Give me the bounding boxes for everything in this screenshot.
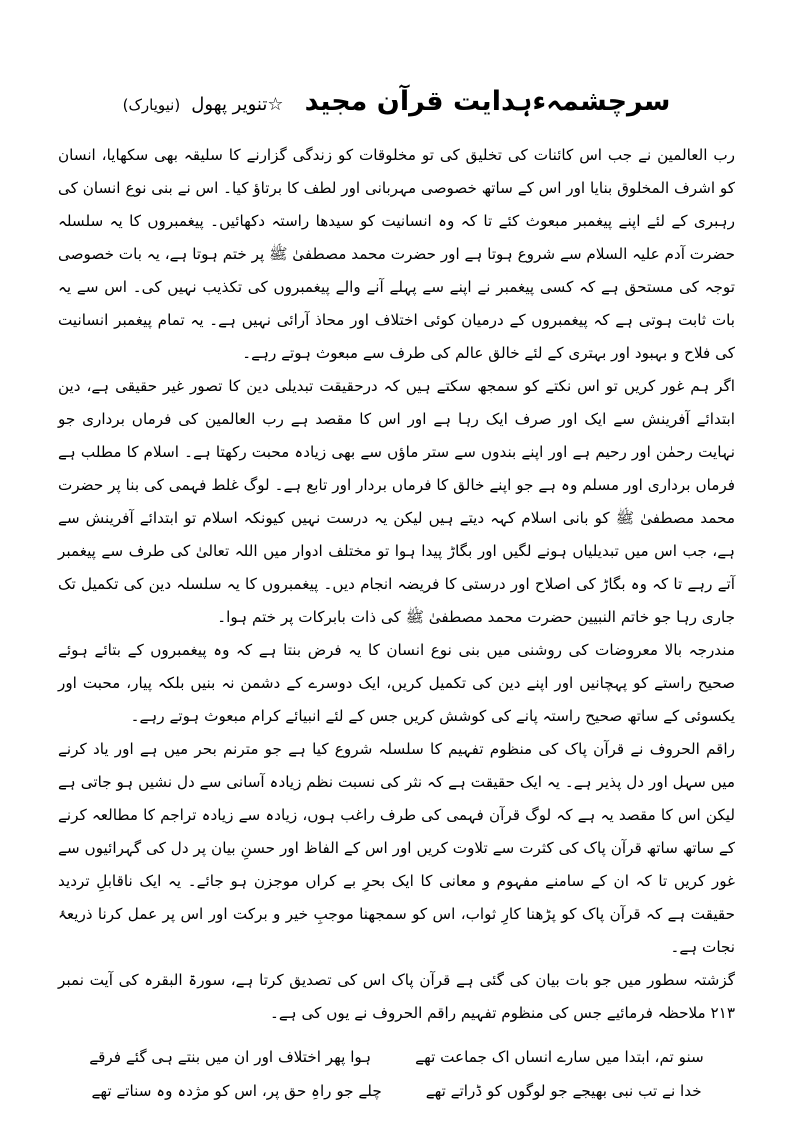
verse-first-hemistich: خدا نے تب نبی بھیجے جو لوگوں کو ڈراتے تھے xyxy=(425,1082,702,1100)
paragraph: راقم الحروف نے قرآن پاک کی منظوم تفہیم کا سلسلہ شروع کیا ہے جو مترنم بحر میں ہے اور یاد کرنے میں سہل اور دل پذیر ہے۔ یہ ایک حقیقت ہے کہ نثر کی نسبت نظم زیادہ آسانی سے دل نشیں ہو جاتی ہے لیکن اس کا مقصد یہ ہے کہ لوگ قرآن فہمی کی طرف راغب ہوں، زیادہ سے زیادہ تراجم کا مطالعہ کرنے کے ساتھ ساتھ قرآن پاک کی کثرت سے تلاوت کریں اور اس کے الفاظ اور حسنِ بیان پر دل کی گہرائیوں سے غور کریں تا کہ ان کے سامنے مفہوم و معانی کا ایک بحرِ بے کراں موجزن ہو جائے۔ یہ ایک ناقابلِ تردید حقیقت ہے کہ قرآن پاک کو پڑھنا کارِ ثواب، اس کو سمجھنا موجبِ خیر و برکت اور اس پر عمل کرنا ذریعۂ نجات ہے۔ xyxy=(58,740,735,956)
poem-verse xyxy=(58,1040,735,1074)
paragraph: اگر ہم غور کریں تو اس نکتے کو سمجھ سکتے ہیں کہ درحقیقت تبدیلی دین کا تصور غیر حقیقی ہے، دین ابتدائے آفرینش سے ایک اور صرف ایک رہا ہے اور اس کا مقصد ہے رب العالمین کی فرماں برداری جو نہایت رحمٰن اور رحیم ہے اور اپنے بندوں سے ستر ماؤں سے بھی زیادہ محبت رکھتا ہے۔ اسلام کا مطلب ہے فرماں برداری اور مسلم وہ ہے جو اپنے خالق کا فرماں بردار اور تابع ہے۔ لوگ غلط فہمی کی بنا پر حضرت محمد مصطفیٰ ﷺ کو بانی اسلام کہہ دیتے ہیں لیکن یہ درست نہیں کیونکہ اسلام تو ابتدائے آفرینش سے ہے، جب اس میں تبدیلیاں ہونے لگیں اور بگاڑ پیدا ہوا تو مختلف ادوار میں اللہ تعالیٰ کی طرف سے پیغمبر آتے رہے تا کہ وہ بگاڑ کی اصلاح اور درستی کا فریضہ انجام دیں۔ پیغمبروں کا یہ سلسلہ دین کی تکمیل تک جاری رہا جو خاتم النبیین حضرت محمد مصطفیٰ ﷺ کی ذات بابرکات پر ختم ہوا۔ xyxy=(58,377,735,626)
title-main: سرچشمہءہدایت قرآن مجید xyxy=(304,86,671,117)
author-city: (نیویارک) xyxy=(122,96,181,114)
verse-second-hemistich: چلے جو راہِ حق پر، اس کو مژدہ وہ سناتے تھے xyxy=(91,1082,382,1100)
paragraph: گزشتہ سطور میں جو بات بیان کی گئی ہے قرآن پاک اس کی تصدیق کرتا ہے، سورۃ البقرہ کی آیت نمبر ۲۱۳ ملاحظہ فرمائیے جس کی منظوم تفہیم راقم الحروف نے یوں کی ہے۔ xyxy=(58,971,735,1022)
paragraph: مندرجہ بالا معروضات کی روشنی میں بنی نوع انسان کا یہ فرض بنتا ہے کہ وہ پیغمبروں کے بتائے ہوئے صحیح راستے کو پہچانیں اور اپنے دین کی تکمیل کریں، ایک دوسرے کے دشمن نہ بنیں بلکہ پیار، محبت اور یکسوئی کے ساتھ صحیح راستہ پانے کی کوشش کریں جس کے لئے انبیائے کرام مبعوث ہوتے رہے۔ xyxy=(58,641,735,725)
verse-first-hemistich: سنو تم، ابتدا میں سارے انساں اک جماعت تھے xyxy=(415,1048,704,1066)
article-title xyxy=(58,86,735,117)
author-name: ☆تنویر پھول xyxy=(191,94,284,115)
poem xyxy=(58,1040,735,1108)
verse-second-hemistich: ہوا پھر اختلاف اور ان میں بنتے ہی گئے فرقے xyxy=(89,1048,372,1066)
poem-verse xyxy=(58,1074,735,1108)
paragraph: رب العالمین نے جب اس کائنات کی تخلیق کی تو مخلوقات کو زندگی گزارنے کا سلیقہ بھی سکھایا، انسان کو اشرف المخلوق بنایا اور اس کے ساتھ خصوصی مہربانی اور لطف کا برتاؤ کیا۔ اس نے بنی نوع انسان کی رہبری کے لئے اپنے پیغمبر مبعوث کئے تا کہ وہ انسانیت کو سیدھا راستہ دکھائیں۔ پیغمبروں کا یہ سلسلہ حضرت آدم علیہ السلام سے شروع ہوتا ہے اور حضرت محمد مصطفیٰ ﷺ پر ختم ہوتا ہے، یہ بات خصوصی توجہ کی مستحق ہے کہ کسی پیغمبر نے اپنے سے پہلے آنے والے پیغمبروں کی تکذیب نہیں کی۔ اس سے یہ بات ثابت ہوتی ہے کہ پیغمبروں کے درمیان کوئی اختلاف اور محاذ آرائی نہیں ہے۔ یہ تمام پیغمبر انسانیت کی فلاح و بہبود اور بہتری کے لئے خالق عالم کی طرف سے مبعوث ہوتے رہے۔ xyxy=(58,146,735,362)
